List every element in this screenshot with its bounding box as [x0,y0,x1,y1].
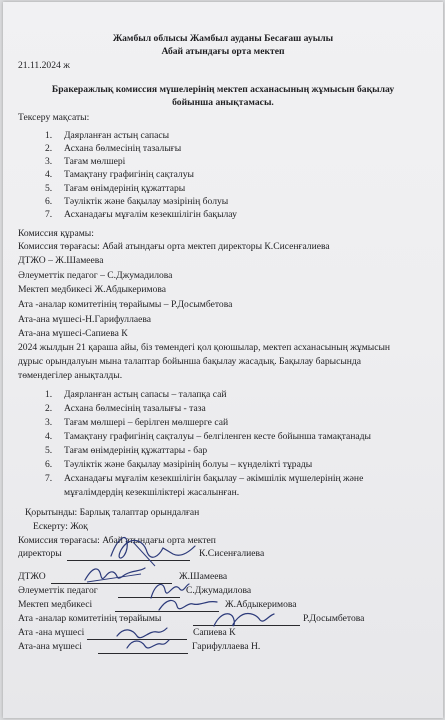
findings-number: 3. [45,417,53,428]
signature-name: Сапиева К [193,627,236,638]
goals-number: 2. [45,143,53,154]
commission-member: Әлеуметтік педагог – С.Джумадилова [18,270,173,281]
handwritten-signature [208,606,278,632]
header-location: Жамбыл облысы Жамбыл ауданы Бесағаш ауылы [112,33,334,44]
findings-number: 7. [45,473,53,484]
goals-item: Тамақтану графигінің сақталуы [64,169,194,180]
signature-name: С.Джумадилова [186,585,252,596]
findings-item: Тәуліктік және бақылау мәзірінің болуы – күнделікті тұрады [64,459,313,470]
signature-name: Ж.Абдыкеримова [225,599,297,610]
conclusion-note: Ескерту: Жоқ [33,521,88,532]
commission-heading: Комиссия құрамы: [18,228,94,239]
commission-member: Комиссия төрағасы: Абай атындағы орта мектеп директоры К.Сисенғалиева [18,241,330,252]
handwritten-signature [123,634,173,656]
goals-heading: Тексеру мақсаты: [18,112,90,123]
findings-item: Тағам мөлшері – берілген мөлшерге сай [64,417,229,428]
signature-name: Ж.Шамеева [179,571,228,582]
goals-number: 3. [45,156,53,167]
goals-item: Асханадағы мұғалім кезекшілігін бақылау [64,209,237,220]
signature-role: Әлеуметтік педагог [18,585,98,596]
findings-item-continued: мұғалімдердің кезекшіліктері жасалынған. [64,487,240,498]
goals-number: 5. [45,183,53,194]
goals-number: 6. [45,196,53,207]
goals-number: 7. [45,209,53,220]
document-date: 21.11.2024 ж [18,60,70,71]
signature-name: Гарифуллаева Н. [192,641,261,652]
findings-number: 2. [45,403,53,414]
findings-number: 5. [45,445,53,456]
goals-item: Даярланған астың сапасы [64,130,170,141]
header-school: Абай атындағы орта мектеп [161,46,285,57]
body-text-line: дұрыс орындалуын мына талаптар бойынша бақылау жасадық. Бақылау барысында [18,356,362,367]
chair-signature-role: директоры [18,548,62,559]
chair-signature-title: Комиссия төрағасы: Абай атындағы орта мектеп [18,535,216,546]
goals-number: 1. [45,130,53,141]
document-title-line1: Бракеражлық комиссия мүшелерінің мектеп асханасының жұмысын бақылау [51,84,395,95]
findings-item: Асхана бөлмесінің тазалығы - таза [64,403,206,414]
document-title-line2: бойынша анықтамасы. [172,97,274,108]
signature-role: Мектеп медбикесі [18,599,93,610]
findings-number: 1. [45,389,53,400]
commission-member: Ата-ана мүшесі-Сапиева К [18,328,128,339]
goals-item: Тағам мөлшері [64,156,126,167]
commission-member: ДТЖО – Ж.Шамеева [18,255,104,266]
body-text-line: 2024 жылдын 21 қараша айы, біз төмендегі қол қоюшылар, мектеп асханасының жұмысын [18,342,391,353]
findings-item: Даярланған астың сапасы – талапқа сай [64,389,227,400]
findings-number: 6. [45,459,53,470]
commission-member: Ата -аналар комитетінің төрайымы – Р.Досымбетова [18,299,233,310]
chair-signature-name: К.Сисенғалиева [199,548,265,559]
signature-role: Ата -аналар комитетінің төрайымы [18,613,162,624]
signature-role: ДТЖО [18,571,46,582]
signature-name: Р.Досымбетова [303,613,365,624]
signature-role: Ата-ана мүшесі [18,641,82,652]
findings-number: 4. [45,431,53,442]
goals-item: Асхана бөлмесінің тазалығы [64,143,182,154]
goals-item: Тәуліктік және бақылау мәзірінің болуы [64,196,229,207]
conclusion-result: Қорытынды: Барлық талаптар орындалған [25,507,200,518]
goals-item: Тағам өнімдерінің құжаттары [64,183,186,194]
body-text-line: төмендегілер анықталды. [18,370,123,381]
document-page [3,2,443,718]
findings-item: Тамақтану графигінің сақталуы – белгіленген кесте бойынша тамақтанады [64,431,371,442]
commission-member: Ата-ана мүшесі-Н.Гарифуллаева [18,314,152,325]
signature-role: Ата -ана мүшесі [18,627,85,638]
goals-number: 4. [45,169,53,180]
commission-member: Мектеп медбикесі Ж.Абдыкеримова [18,284,167,295]
findings-item: Тағам өнімдерінің құжаттары - бар [64,445,208,456]
findings-item: Асханадағы мұғалім кезекшілігін бақылау – әкімшілік мүшелерінің және [64,473,364,484]
handwritten-signature [81,562,151,588]
